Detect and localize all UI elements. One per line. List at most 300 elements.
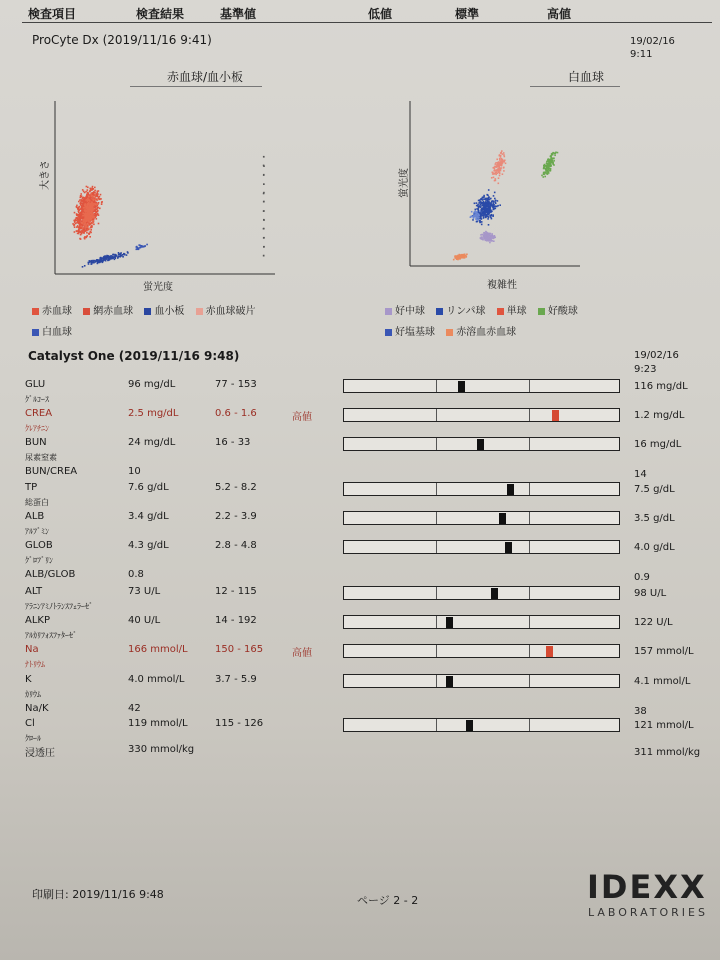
scatter-dot — [486, 202, 488, 204]
col-header-item: 検査項目 — [28, 7, 77, 21]
row-4-subname: 総蛋白 — [25, 498, 49, 507]
header-rule — [22, 22, 712, 23]
scatter-dot — [550, 170, 552, 172]
scatter-dot — [496, 166, 498, 168]
scatter-dot — [473, 216, 475, 218]
scatter-dot — [464, 254, 466, 256]
row-12-previous: 38 — [634, 706, 647, 717]
scatter-dot — [81, 233, 83, 235]
scatter-dot — [94, 190, 96, 192]
scatter-dot — [495, 174, 497, 176]
scatter-dot — [483, 237, 485, 239]
legend-wbc: 白血球 — [32, 327, 72, 338]
range-high-tick — [529, 645, 530, 657]
row-8-subname: ｱﾗﾆﾝｱﾐﾉﾄﾗﾝｽﾌｪﾗｰｾﾞ — [25, 602, 93, 611]
row-11-subname: ｶﾘｳﾑ — [25, 690, 41, 699]
scatter-dot — [489, 242, 491, 244]
scatter-dot — [78, 201, 80, 203]
scatter-dot — [470, 216, 472, 218]
scatter-dot — [102, 262, 104, 264]
scatter-dot — [481, 221, 483, 223]
scatter-dot — [91, 203, 93, 205]
scatter-dot — [263, 255, 265, 257]
scatter-dot — [83, 215, 85, 217]
scatter-dot — [552, 153, 554, 155]
scatter-dot — [483, 195, 485, 197]
row-2-range-bar — [343, 437, 620, 451]
row-10-value: 166 mmol/L — [128, 644, 188, 655]
row-4-reference: 5.2 - 8.2 — [215, 482, 257, 493]
scatter-dot — [548, 172, 550, 174]
legend-eosinophil-swatch — [538, 308, 545, 315]
scatter-dot — [552, 162, 554, 164]
scatter-dot — [263, 156, 265, 158]
scatter-dot — [80, 193, 82, 195]
scatter-dot — [489, 203, 491, 205]
scatter-dot — [142, 246, 144, 248]
scatter-dot — [480, 209, 482, 211]
scatter-dot — [92, 217, 94, 219]
row-9-subname: ｱﾙｶﾘﾌｫｽﾌｧﾀｰｾﾞ — [25, 631, 77, 640]
scatter-dot — [498, 162, 500, 164]
scatter-dot — [486, 199, 488, 201]
legend-rbc-fragment: 赤血球破片 — [196, 306, 256, 317]
scatter-dot — [494, 198, 496, 200]
scatter-dot — [97, 203, 99, 205]
scatter-dot — [89, 221, 91, 223]
scatter-dot — [473, 212, 475, 214]
rbc-legend-row2 — [32, 323, 72, 338]
scatter-dot — [74, 212, 76, 214]
scatter-dot — [494, 180, 496, 182]
scatter-dot — [474, 203, 476, 205]
scatter-dot — [84, 192, 86, 194]
scatter-dot — [546, 163, 548, 165]
scatter-dot — [87, 230, 89, 232]
scatter-dot — [491, 215, 493, 217]
row-4-value: 7.6 g/dL — [128, 482, 169, 493]
scatter-dot — [494, 168, 496, 170]
row-10-flag: 高値 — [292, 648, 312, 659]
row-4-range-bar — [343, 482, 620, 496]
rbc-ylabel: 大きさ — [40, 160, 51, 190]
scatter-dot — [484, 205, 486, 207]
scatter-dot — [81, 208, 83, 210]
row-2-reference: 16 - 33 — [215, 437, 251, 448]
scatter-dot — [84, 231, 86, 233]
scatter-dot — [79, 199, 81, 201]
row-0-reference: 77 - 153 — [215, 379, 257, 390]
row-6-range-bar — [343, 540, 620, 554]
scatter-dot — [503, 167, 505, 169]
scatter-dot — [491, 204, 493, 206]
row-10-reference: 150 - 165 — [215, 644, 264, 655]
print-date: 印刷日: 2019/11/16 9:48 — [32, 888, 164, 901]
row-9-reference: 14 - 192 — [215, 615, 257, 626]
scatter-dot — [475, 218, 477, 220]
row-12-name: Na/K — [25, 703, 49, 714]
scatter-dot — [499, 162, 501, 164]
scatter-dot — [498, 183, 500, 185]
scatter-dot — [493, 170, 495, 172]
scatter-dot — [90, 215, 92, 217]
scatter-dot — [85, 223, 87, 225]
scatter-dot — [475, 216, 477, 218]
scatter-dot — [501, 150, 503, 152]
legend-rbc: 赤血球 — [32, 306, 72, 317]
row-1-previous: 1.2 mg/dL — [634, 410, 685, 421]
scatter-dot — [487, 209, 489, 211]
range-high-tick — [529, 438, 530, 450]
scatter-dot — [498, 177, 500, 179]
range-low-tick — [436, 645, 437, 657]
scatter-dot — [548, 166, 550, 168]
scatter-dot — [487, 216, 489, 218]
legend-platelet: 血小板 — [144, 306, 184, 317]
scatter-dot — [106, 258, 108, 260]
scatter-dot — [553, 160, 555, 162]
scatter-dot — [553, 157, 555, 159]
scatter-dot — [74, 231, 76, 233]
legend-neutrophil: 好中球 — [385, 306, 425, 317]
scatter-dot — [117, 257, 119, 259]
scatter-dot — [74, 226, 76, 228]
scatter-dot — [481, 211, 483, 213]
scatter-dot — [263, 192, 265, 194]
scatter-dot — [89, 216, 91, 218]
row-1-range-bar — [343, 408, 620, 422]
scatter-dot — [481, 201, 483, 203]
row-2-previous: 16 mg/dL — [634, 439, 682, 450]
scatter-dot — [100, 258, 102, 260]
row-14-value: 330 mmol/kg — [128, 744, 195, 755]
scatter-dot — [479, 205, 481, 207]
scatter-dot — [493, 202, 495, 204]
scatter-dot — [549, 162, 551, 164]
row-9-value: 40 U/L — [128, 615, 161, 626]
row-6-name: GLOB — [25, 540, 53, 551]
scatter-dot — [478, 216, 480, 218]
scatter-dot — [81, 202, 83, 204]
scatter-dot — [484, 234, 486, 236]
scatter-dot — [88, 196, 90, 198]
scatter-dot — [78, 227, 80, 229]
scatter-dot — [102, 257, 104, 259]
legend-hemolyzed-rbc-swatch — [446, 329, 453, 336]
scatter-dot — [88, 233, 90, 235]
scatter-dot — [488, 207, 490, 209]
scatter-dot — [543, 173, 545, 175]
scatter-dot — [472, 219, 474, 221]
scatter-dot — [85, 219, 87, 221]
catalyst-title: Catalyst One (2019/11/16 9:48) — [28, 349, 240, 363]
procyte-prev-date: 19/02/16 — [630, 36, 675, 47]
scatter-dot — [478, 207, 480, 209]
scatter-dot — [86, 232, 88, 234]
row-3-previous: 14 — [634, 469, 647, 480]
legend-lymphocyte-swatch — [436, 308, 443, 315]
scatter-dot — [494, 237, 496, 239]
legend-wbc-swatch — [32, 329, 39, 336]
col-header-high: 高値 — [547, 7, 572, 21]
row-8-previous: 98 U/L — [634, 588, 667, 599]
scatter-dot — [488, 197, 490, 199]
range-high-tick — [529, 541, 530, 553]
scatter-dot — [94, 214, 96, 216]
scatter-dot — [496, 159, 498, 161]
scatter-dot — [118, 256, 120, 258]
scatter-dot — [94, 260, 96, 262]
scatter-dot — [487, 237, 489, 239]
scatter-dot — [483, 198, 485, 200]
row-1-reference: 0.6 - 1.6 — [215, 408, 257, 419]
scatter-dot — [140, 247, 142, 249]
scatter-dot — [263, 183, 265, 185]
scatter-dot — [99, 196, 101, 198]
col-header-ref: 基準値 — [220, 7, 257, 21]
scatter-dot — [481, 224, 483, 226]
scatter-dot — [144, 245, 146, 247]
scatter-dot — [493, 209, 495, 211]
scatter-dot — [483, 232, 485, 234]
scatter-dot — [87, 192, 89, 194]
scatter-dot — [85, 225, 87, 227]
scatter-dot — [118, 252, 120, 254]
scatter-dot — [137, 247, 139, 249]
legend-monocyte: 単球 — [497, 306, 527, 317]
scatter-dot — [114, 257, 116, 259]
scatter-dot — [503, 152, 505, 154]
scatter-dot — [93, 205, 95, 207]
scatter-dot — [109, 256, 111, 258]
scatter-dot — [94, 199, 96, 201]
scatter-dot — [127, 252, 129, 254]
scatter-dot — [84, 203, 86, 205]
scatter-dot — [476, 211, 478, 213]
scatter-dot — [499, 204, 501, 206]
range-low-tick — [436, 719, 437, 731]
scatter-dot — [489, 233, 491, 235]
scatter-dot — [80, 226, 82, 228]
scatter-dot — [455, 257, 457, 259]
scatter-dot — [499, 175, 501, 177]
scatter-dot — [495, 162, 497, 164]
range-low-tick — [436, 587, 437, 599]
range-high-tick — [529, 409, 530, 421]
scatter-dot — [483, 202, 485, 204]
scatter-dot — [548, 164, 550, 166]
scatter-dot — [80, 212, 82, 214]
scatter-dot — [78, 222, 80, 224]
result-marker — [446, 676, 453, 687]
scatter-dot — [550, 160, 552, 162]
result-marker — [446, 617, 453, 628]
scatter-dot — [108, 259, 110, 261]
scatter-dot — [92, 261, 94, 263]
scatter-dot — [543, 176, 545, 178]
scatter-dot — [146, 244, 148, 246]
legend-basophil-swatch — [385, 329, 392, 336]
scatter-dot — [504, 160, 506, 162]
scatter-dot — [500, 152, 502, 154]
scatter-dot — [84, 237, 86, 239]
scatter-dot — [103, 258, 105, 260]
legend-lymphocyte: リンパ球 — [436, 306, 485, 317]
scatter-dot — [544, 176, 546, 178]
scatter-dot — [122, 256, 124, 258]
scatter-dot — [88, 214, 90, 216]
idexx-logo-subtitle: LABORATORIES — [588, 906, 708, 919]
row-14-previous: 311 mmol/kg — [634, 747, 701, 758]
row-0-range-bar — [343, 379, 620, 393]
scatter-dot — [493, 205, 495, 207]
scatter-dot — [485, 238, 487, 240]
scatter-dot — [476, 214, 478, 216]
scatter-dot — [79, 203, 81, 205]
scatter-dot — [478, 202, 480, 204]
scatter-dot — [88, 262, 90, 264]
scatter-dot — [464, 257, 466, 259]
range-low-tick — [436, 512, 437, 524]
legend-rbc-swatch — [32, 308, 39, 315]
row-1-value: 2.5 mg/dL — [128, 408, 179, 419]
scatter-dot — [492, 238, 494, 240]
result-marker — [499, 513, 506, 524]
row-5-name: ALB — [25, 511, 45, 522]
scatter-dot — [493, 240, 495, 242]
scatter-dot — [547, 159, 549, 161]
range-low-tick — [436, 483, 437, 495]
scatter-dot — [79, 215, 81, 217]
scatter-dot — [483, 196, 485, 198]
row-13-range-bar — [343, 718, 620, 732]
row-10-subname: ﾅﾄﾘｳﾑ — [25, 660, 45, 669]
scatter-dot — [78, 229, 80, 231]
scatter-dot — [85, 212, 87, 214]
row-2-value: 24 mg/dL — [128, 437, 176, 448]
scatter-dot — [92, 223, 94, 225]
scatter-dot — [82, 199, 84, 201]
row-1-subname: ｸﾚｱﾁﾆﾝ — [25, 424, 49, 433]
scatter-dot — [82, 212, 84, 214]
scatter-dot — [499, 165, 501, 167]
col-header-low: 低値 — [368, 7, 393, 21]
scatter-dot — [481, 238, 483, 240]
scatter-dot — [87, 193, 89, 195]
result-marker — [546, 646, 553, 657]
scatter-dot — [79, 238, 81, 240]
row-5-range-bar — [343, 511, 620, 525]
scatter-dot — [99, 198, 101, 200]
scatter-dot — [541, 175, 543, 177]
scatter-dot — [91, 213, 93, 215]
scatter-dot — [98, 259, 100, 261]
scatter-dot — [490, 217, 492, 219]
scatter-dot — [555, 152, 557, 154]
scatter-dot — [126, 254, 128, 256]
scatter-dot — [112, 257, 114, 259]
scatter-dot — [495, 200, 497, 202]
scatter-dot — [495, 178, 497, 180]
scatter-dot — [495, 208, 497, 210]
scatter-dot — [462, 254, 464, 256]
rbc-legend-row1 — [32, 302, 256, 317]
range-low-tick — [436, 616, 437, 628]
scatter-dot — [484, 212, 486, 214]
scatter-dot — [460, 256, 462, 258]
scatter-dot — [90, 263, 92, 265]
scatter-dot — [86, 226, 88, 228]
legend-reticulocyte: 網赤血球 — [83, 306, 133, 317]
scatter-dot — [82, 223, 84, 225]
scatter-dot — [83, 221, 85, 223]
rbc-plot-title: 赤血球/血小板 — [167, 70, 244, 84]
wbc-ylabel: 蛍光度 — [399, 168, 410, 198]
row-0-value: 96 mg/dL — [128, 379, 176, 390]
scatter-dot — [263, 201, 265, 203]
row-6-subname: ｸﾞﾛﾌﾞﾘﾝ — [25, 556, 53, 565]
scatter-dot — [486, 233, 488, 235]
row-9-previous: 122 U/L — [634, 617, 673, 628]
scatter-dot — [499, 155, 501, 157]
scatter-dot — [96, 214, 98, 216]
scatter-dot — [91, 225, 93, 227]
scatter-dot — [77, 230, 79, 232]
scatter-dot — [484, 207, 486, 209]
scatter-dot — [74, 224, 76, 226]
scatter-dot — [481, 236, 483, 238]
scatter-dot — [485, 240, 487, 242]
scatter-dot — [75, 219, 77, 221]
scatter-dot — [487, 218, 489, 220]
scatter-dot — [479, 210, 481, 212]
scatter-dot — [95, 209, 97, 211]
legend-eosinophil: 好酸球 — [538, 306, 578, 317]
scatter-dot — [483, 201, 485, 203]
legend-reticulocyte-swatch — [83, 308, 90, 315]
scatter-dot — [82, 227, 84, 229]
scatter-dot — [495, 170, 497, 172]
row-1-flag: 高値 — [292, 412, 312, 423]
scatter-dot — [87, 189, 89, 191]
scatter-dot — [505, 163, 507, 165]
scatter-dot — [79, 231, 81, 233]
row-2-subname: 尿素窒素 — [25, 453, 57, 462]
scatter-dot — [496, 172, 498, 174]
scatter-dot — [97, 194, 99, 196]
scatter-dot — [499, 158, 501, 160]
scatter-dot — [263, 165, 265, 167]
scatter-dot — [491, 236, 493, 238]
row-10-range-bar — [343, 644, 620, 658]
procyte-title: ProCyte Dx (2019/11/16 9:41) — [32, 33, 212, 47]
scatter-dot — [84, 200, 86, 202]
scatter-dot — [87, 218, 89, 220]
scatter-dot — [88, 228, 90, 230]
row-13-reference: 115 - 126 — [215, 718, 264, 729]
row-11-range-bar — [343, 674, 620, 688]
range-low-tick — [436, 675, 437, 687]
scatter-dot — [92, 198, 94, 200]
scatter-dot — [82, 203, 84, 205]
scatter-dot — [87, 195, 89, 197]
scatter-dot — [545, 165, 547, 167]
scatter-dot — [263, 228, 265, 230]
scatter-dot — [83, 197, 85, 199]
result-marker — [458, 381, 465, 392]
scatter-dot — [491, 177, 493, 179]
scatter-dot — [96, 260, 98, 262]
